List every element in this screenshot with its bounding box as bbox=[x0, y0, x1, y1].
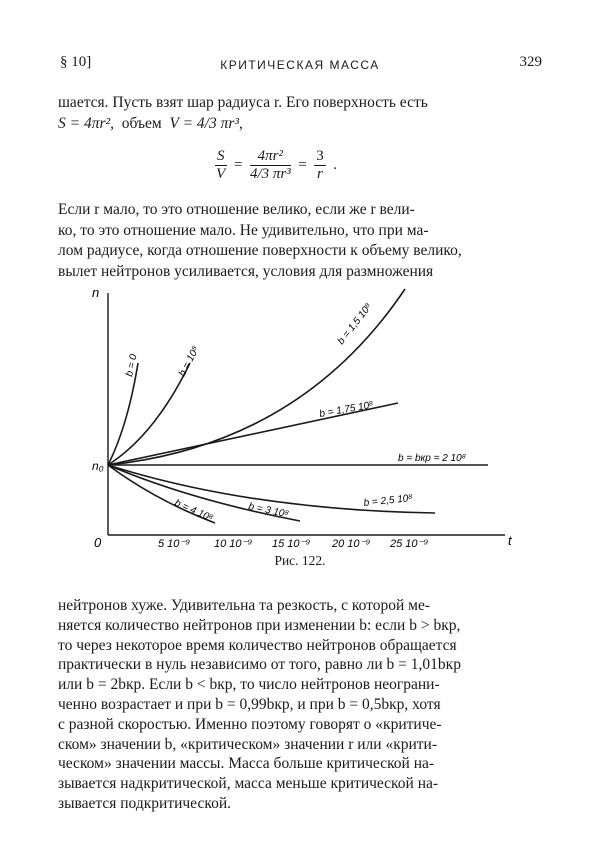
text-line: няется количество нейтронов при изменении b: если b > bкр, bbox=[58, 616, 461, 634]
text-line: практически в нуль независимо от того, равно ли b = 1,01bкр bbox=[58, 656, 461, 674]
x-tick-label: 20 10⁻⁹ bbox=[332, 538, 371, 550]
denominator: 4/3 πr³ bbox=[249, 166, 291, 182]
x-tick-label: 15 10⁻⁹ bbox=[272, 538, 311, 550]
figure-caption: Рис. 122. bbox=[274, 553, 326, 568]
origin-label: 0 bbox=[94, 535, 102, 550]
text-line: вылет нейтронов усиливается, условия для размножения bbox=[58, 262, 434, 280]
paragraph-bottom bbox=[58, 596, 544, 814]
y-axis-label: n bbox=[92, 285, 100, 300]
surface-formula: S = 4πr², bbox=[58, 114, 115, 132]
text-line: зывается подкритической. bbox=[58, 794, 231, 812]
x-tick-label: 10 10⁻⁹ bbox=[214, 538, 253, 550]
text-line: нейтронов хуже. Удивительна та резкость, с которой ме- bbox=[58, 597, 431, 614]
x-axis-label: t bbox=[508, 533, 512, 548]
label-b-1-75e8: b = 1,75 10⁸ bbox=[318, 399, 375, 420]
section-number: § 10] bbox=[60, 54, 92, 70]
volume-formula: V = 4/3 πr³, bbox=[169, 114, 243, 132]
text-line: ченно возрастает и при b = 0,99bкр, и при b = 0,5bкр, хотя bbox=[58, 695, 441, 713]
text-line: то через некоторое время количество нейтронов обращается bbox=[58, 636, 457, 654]
text-line bbox=[58, 114, 544, 135]
neutron-count-figure bbox=[80, 285, 520, 550]
x-tick-label: 25 10⁻⁹ bbox=[390, 538, 429, 550]
text-line: или b = 2bкр. Если b < bкр, то число нейтронов неограни- bbox=[58, 676, 440, 694]
numerator: 4πr² bbox=[250, 148, 291, 166]
label-b-2-5e8: b = 2,5 10⁸ bbox=[363, 492, 414, 509]
text-line: Если r мало, то это отношение велико, если же r вели- bbox=[58, 201, 415, 218]
text-line: ческом» значении массы. Масса больше критической на- bbox=[58, 755, 435, 773]
running-title: КРИТИЧЕСКАЯ МАССА bbox=[220, 58, 380, 72]
fraction-three-over-r bbox=[314, 148, 326, 183]
numerator: 3 bbox=[316, 148, 324, 164]
ratio-formula: $\frac{S}{V}$ = $\frac{\text{4πr²}}{\text{4/3 πr³}}$ = $\frac{3}{r}$ . bbox=[216, 148, 337, 182]
denominator: r bbox=[317, 166, 323, 182]
label-b-crit: b = bкр = 2 10⁸ bbox=[398, 453, 466, 464]
numerator: S bbox=[217, 148, 225, 164]
n0-label: n₀ bbox=[92, 459, 104, 473]
text-line: ко, то это отношение мало. Не удивительно, что при ма- bbox=[58, 221, 429, 239]
text-line: с разной скоростью. Именно поэтому говорят о «критиче- bbox=[58, 715, 442, 733]
text-line: лом радиусе, когда отношение поверхности к объему велико, bbox=[58, 242, 462, 259]
label-b-1e8: b = 10⁸ bbox=[176, 344, 202, 379]
x-tick-label: 5 10⁻⁹ bbox=[158, 538, 191, 550]
page-number: 329 bbox=[519, 54, 542, 70]
label-b-1-5e8: b = 1,5 10⁸ bbox=[335, 301, 375, 347]
paragraph-mid bbox=[58, 200, 544, 282]
text-line: зывается надкритической, масса меньше критической на- bbox=[58, 775, 439, 793]
volume-label: объем bbox=[121, 114, 162, 132]
fraction-s-over-v bbox=[215, 148, 227, 183]
fraction-middle bbox=[250, 148, 291, 183]
label-b-3e8: b = 3 10⁸ bbox=[247, 501, 290, 521]
text-line: ском» значении b, «критическом» значении r или «крити- bbox=[58, 735, 437, 753]
label-b-0: b = 0 bbox=[124, 353, 140, 378]
text-line: шается. Пусть взят шар радиуса r. Его поверхность есть bbox=[58, 94, 428, 111]
label-b-4e8: b = 4 10⁸ bbox=[172, 497, 215, 525]
denominator: V bbox=[216, 166, 226, 182]
paragraph-top bbox=[58, 93, 544, 134]
